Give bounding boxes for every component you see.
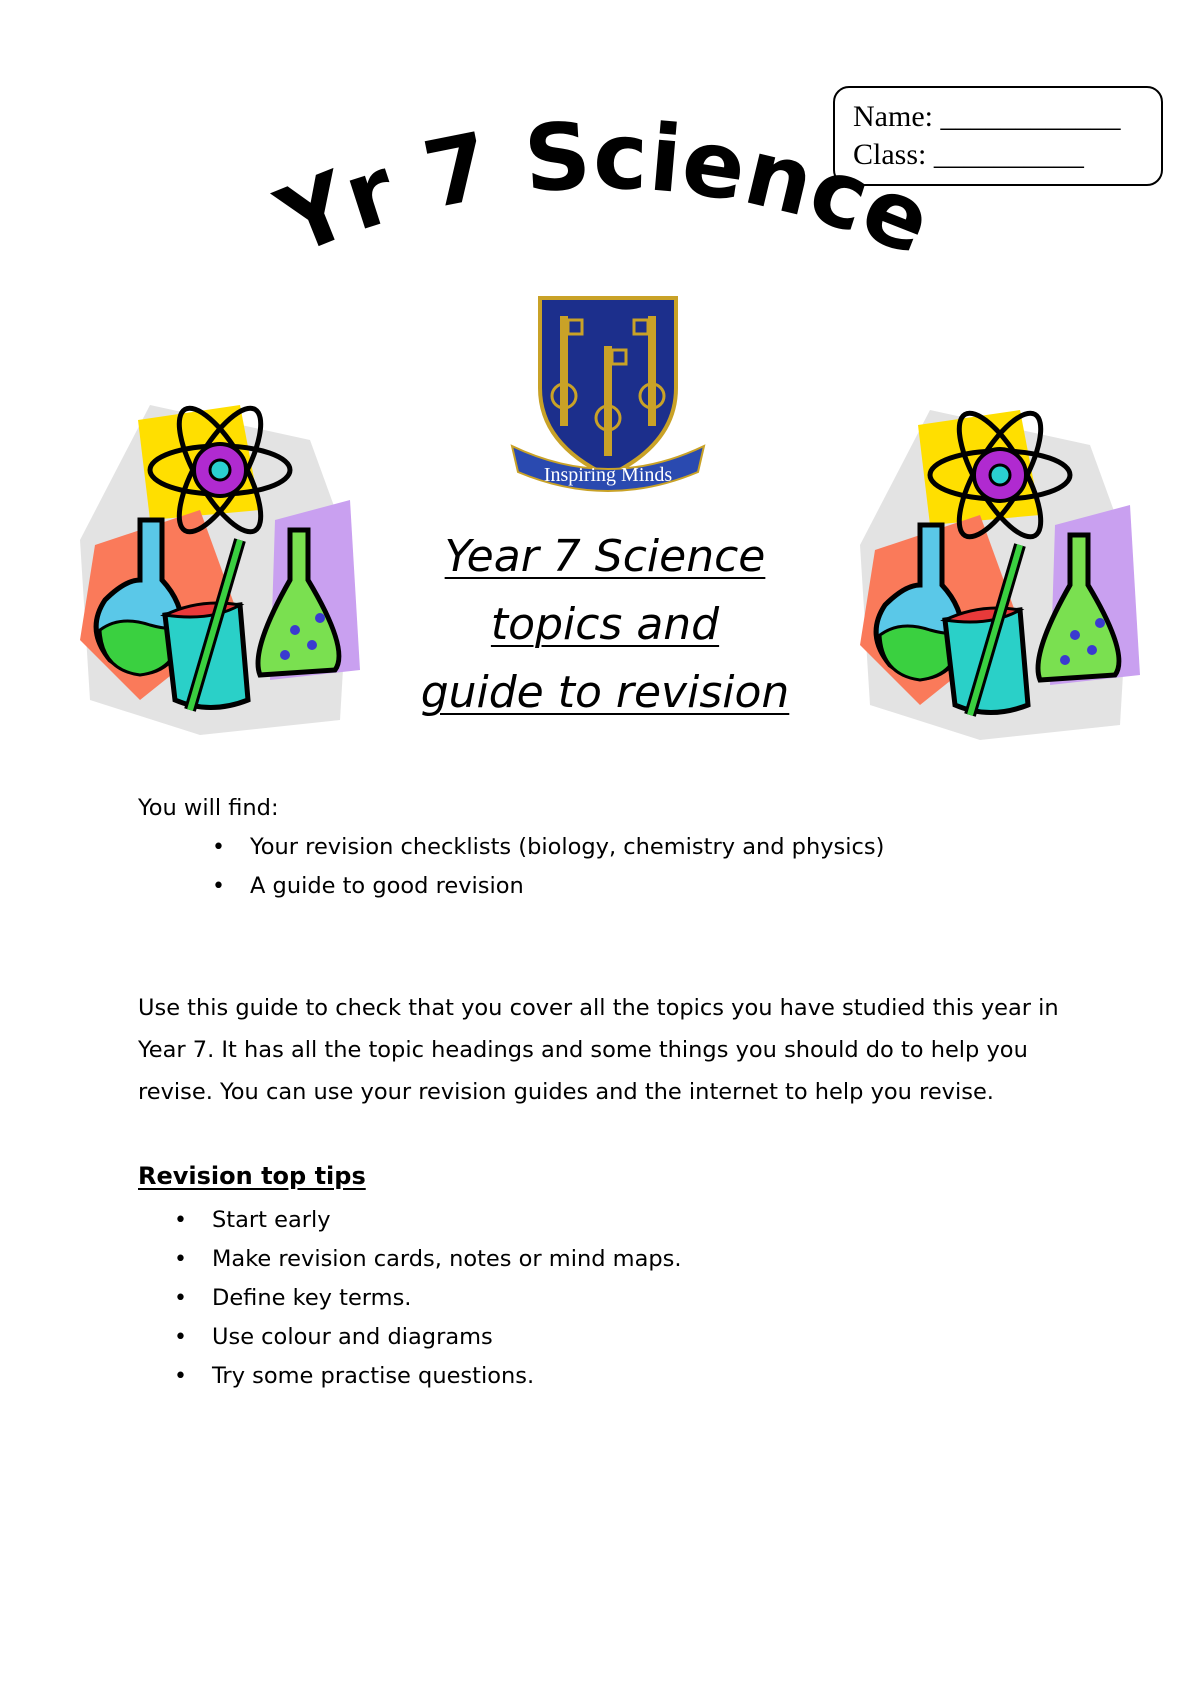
- list-item: • Define key terms.: [174, 1279, 682, 1318]
- name-field-label: Name: ____________: [853, 100, 1121, 133]
- tips-list: [174, 1201, 682, 1396]
- title-line-3: guide to revision: [420, 667, 790, 718]
- paragraph-line: Use this guide to check that you cover all the topics you have studied this year in: [138, 995, 1059, 1021]
- science-clipart-right-icon: [860, 405, 1150, 745]
- tips-heading: Revision top tips: [138, 1162, 366, 1190]
- list-item: • Make revision cards, notes or mind maps.: [174, 1240, 682, 1279]
- list-item: • A guide to good revision: [212, 867, 884, 906]
- class-field-label: Class: __________: [853, 138, 1084, 171]
- crest-motto: Inspiring Minds: [543, 464, 673, 486]
- list-item: • Try some practise questions.: [174, 1357, 682, 1396]
- paragraph-line: Year 7. It has all the topic headings and some things you should do to help you: [138, 1037, 1028, 1063]
- banner-title-text: Yr 7 Science: [264, 102, 946, 277]
- document-title: [360, 523, 850, 727]
- list-item: • Your revision checklists (biology, chemistry and physics): [212, 828, 884, 867]
- school-crest-logo: [508, 296, 708, 496]
- list-item: • Use colour and diagrams: [174, 1318, 682, 1357]
- paragraph-line: revise. You can use your revision guides and the internet to help you revise.: [138, 1079, 994, 1105]
- intro-list: [212, 828, 884, 906]
- list-item: • Start early: [174, 1201, 682, 1240]
- title-line-1: Year 7 Science: [444, 531, 766, 582]
- intro-label: You will find:: [138, 795, 279, 821]
- science-clipart-left-icon: [80, 400, 370, 740]
- title-line-2: topics and: [490, 599, 720, 650]
- guide-paragraph: [138, 987, 1098, 1113]
- arched-banner-title: [0, 0, 1200, 320]
